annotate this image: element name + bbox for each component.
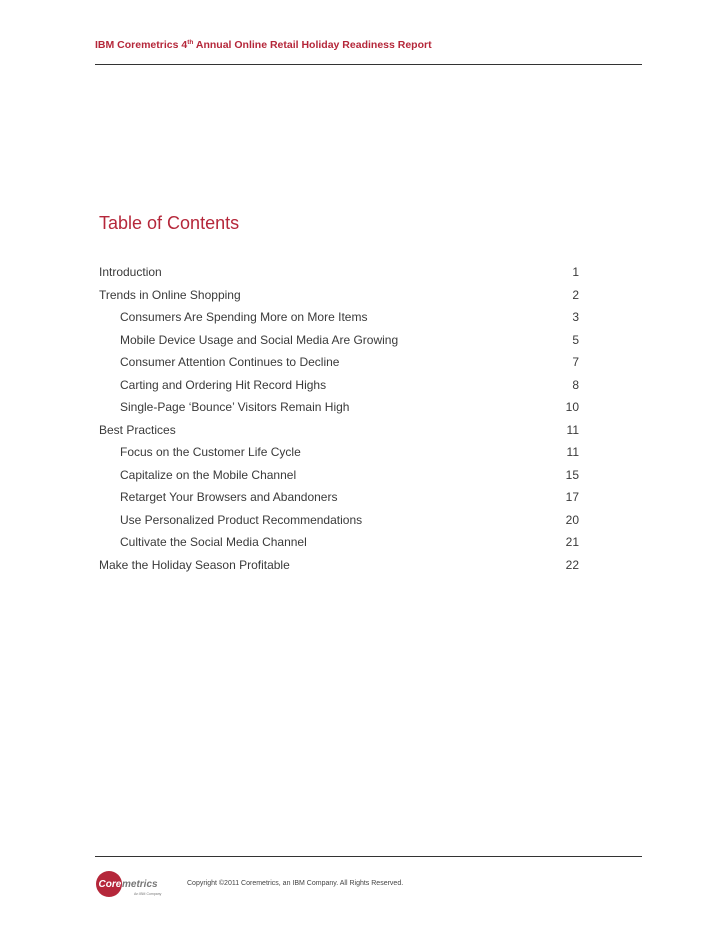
toc-entry-retarget-browsers[interactable] xyxy=(99,490,579,513)
toc-entry-page: 15 xyxy=(565,467,579,482)
toc-entry-page: 11 xyxy=(566,445,579,459)
toc-entry-page: 20 xyxy=(565,512,579,527)
logo-core-text: Core xyxy=(98,879,122,890)
toc-entry-page: 17 xyxy=(565,490,579,504)
header-title-prefix: IBM Coremetrics 4 xyxy=(95,39,188,51)
toc-entry-title: Cultivate the Social Media Channel xyxy=(120,535,307,549)
toc-entry-page: 21 xyxy=(565,535,579,549)
toc-entry-page: 22 xyxy=(565,557,579,572)
toc-entry-title: Consumers Are Spending More on More Items xyxy=(120,310,368,324)
copyright-text: Copyright ©2011 Coremetrics, an IBM Company. All Rights Reserved. xyxy=(187,880,404,887)
toc-entry-best-practices[interactable] xyxy=(99,423,579,446)
toc-heading: Table of Contents xyxy=(99,213,240,233)
toc-entry-page: 3 xyxy=(572,310,579,324)
report-header-title xyxy=(95,39,432,51)
toc-entry-title: Trends in Online Shopping xyxy=(99,287,241,302)
toc-entry-page: 8 xyxy=(572,377,579,392)
toc-entry-page: 10 xyxy=(565,400,579,414)
toc-entry-consumer-attention[interactable] xyxy=(99,355,579,378)
toc-entry-title: Single-Page ‘Bounce’ Visitors Remain High xyxy=(120,400,350,414)
toc-entry-introduction[interactable] xyxy=(99,265,579,288)
logo-metrics-text: metrics xyxy=(122,879,158,890)
toc-entry-mobile-social-growing[interactable] xyxy=(99,333,579,356)
toc-entry-bounce-visitors[interactable] xyxy=(99,400,579,423)
toc-entry-title: Introduction xyxy=(99,265,162,279)
toc-entry-title: Capitalize on the Mobile Channel xyxy=(120,467,297,482)
toc-entry-holiday-profitable[interactable] xyxy=(99,558,579,581)
coremetrics-logo xyxy=(96,870,174,898)
toc-entry-customer-life-cycle[interactable] xyxy=(99,445,579,468)
toc-entry-title: Mobile Device Usage and Social Media Are Growing xyxy=(120,332,399,347)
toc-entry-trends-in-online-shopping[interactable] xyxy=(99,288,579,311)
header-title-suffix: Annual Online Retail Holiday Readiness Report xyxy=(193,39,432,51)
toc-entry-title: Focus on the Customer Life Cycle xyxy=(120,445,301,459)
toc-entry-page: 2 xyxy=(572,287,579,302)
toc-entry-title: Carting and Ordering Hit Record Highs xyxy=(120,377,327,392)
toc-entry-title: Consumer Attention Continues to Decline xyxy=(120,355,340,369)
footer-divider xyxy=(95,856,642,857)
toc-entry-title: Best Practices xyxy=(99,422,176,437)
toc-entry-page: 11 xyxy=(566,422,579,437)
toc-entry-page: 1 xyxy=(572,265,579,279)
toc-entry-mobile-channel[interactable] xyxy=(99,468,579,491)
toc-entry-title: Make the Holiday Season Profitable xyxy=(99,557,290,572)
toc-entry-carting-ordering[interactable] xyxy=(99,378,579,401)
toc-entry-product-recommendations[interactable] xyxy=(99,513,579,536)
table-of-contents xyxy=(99,265,579,580)
logo-byline-text: An IBM Company xyxy=(134,892,162,896)
header-divider xyxy=(95,64,642,65)
toc-entry-page: 5 xyxy=(572,332,579,347)
toc-entry-title: Retarget Your Browsers and Abandoners xyxy=(120,490,338,504)
header-title-superscript: th xyxy=(187,39,194,46)
toc-entry-consumers-spending[interactable] xyxy=(99,310,579,333)
toc-entry-page: 7 xyxy=(572,355,579,369)
toc-entry-social-media-channel[interactable] xyxy=(99,535,579,558)
toc-entry-title: Use Personalized Product Recommendations xyxy=(120,512,363,527)
